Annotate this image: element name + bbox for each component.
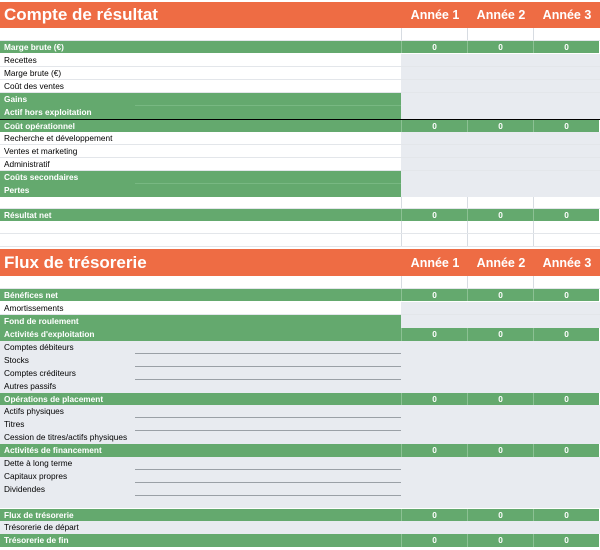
blank-input-row[interactable] [0, 496, 600, 508]
row-label: Marge brute (€) [4, 68, 62, 78]
value-cell[interactable]: 0 [533, 534, 599, 547]
table-row[interactable] [0, 67, 600, 80]
row-label: Administratif [4, 159, 50, 169]
year-3-header: Année 3 [542, 255, 592, 270]
row-label: Fond de roulement [4, 316, 79, 326]
cash-flow-total-row[interactable] [0, 509, 600, 521]
row-label: Recettes [4, 55, 37, 65]
row-label: Trésorerie de fin [0, 534, 401, 547]
spacer-row [0, 276, 600, 289]
row-label: Coût des ventes [4, 81, 64, 91]
year-3-header: Année 3 [542, 8, 592, 22]
value-cell[interactable]: 0 [467, 393, 533, 405]
row-label: Flux de trésorerie [0, 509, 401, 521]
spacer-row [0, 197, 600, 209]
value-cell[interactable]: 0 [467, 444, 533, 457]
row-label: Opérations de placement [0, 393, 401, 405]
gains-strip[interactable] [0, 93, 401, 119]
row-label: Dette à long terme [0, 457, 401, 470]
value-cell[interactable]: 0 [401, 41, 467, 53]
value-cell[interactable]: 0 [401, 534, 467, 547]
table-row[interactable] [0, 80, 600, 93]
net-profit-row[interactable] [0, 289, 600, 301]
value-cell[interactable]: 0 [467, 289, 533, 301]
secondary-costs-strip[interactable] [0, 171, 401, 197]
value-cell[interactable]: 0 [533, 41, 599, 53]
spacer-row [0, 234, 600, 247]
row-label: Autres passifs [0, 380, 401, 393]
row-label: Comptes créditeurs [0, 367, 401, 380]
row-label: Capitaux propres [0, 470, 401, 483]
row-label: Amortissements [4, 303, 64, 313]
year-1-header: Année 1 [410, 255, 460, 270]
row-label: Stocks [0, 354, 401, 367]
row-label: Actifs physiques [0, 405, 401, 418]
row-label: Coût opérationnel [0, 120, 401, 132]
spacer-row [0, 221, 600, 234]
value-cell[interactable]: 0 [467, 120, 533, 132]
row-label: Actif hors exploitation [4, 107, 92, 117]
value-cell[interactable]: 0 [533, 328, 599, 341]
row-label: Marge brute (€) [0, 41, 401, 53]
value-cell[interactable]: 0 [533, 209, 599, 221]
value-cell[interactable]: 0 [467, 41, 533, 53]
cash-flow-header [0, 249, 600, 276]
net-income-row[interactable] [0, 209, 600, 221]
row-label: Activités d'exploitation [0, 328, 401, 341]
financing-activities-row[interactable] [0, 444, 600, 457]
value-cell[interactable]: 0 [467, 328, 533, 341]
table-row[interactable] [0, 158, 600, 171]
row-label: Coûts secondaires [4, 172, 79, 182]
value-cell[interactable]: 0 [533, 289, 599, 301]
row-label: Résultat net [0, 209, 401, 221]
value-cell[interactable]: 0 [467, 509, 533, 521]
row-label: Pertes [4, 185, 30, 195]
row-label: Trésorerie de départ [0, 521, 401, 534]
year-2-header: Année 2 [476, 8, 526, 22]
value-cell[interactable]: 0 [401, 509, 467, 521]
year-2-header: Année 2 [476, 255, 526, 270]
operating-activities-row[interactable] [0, 328, 600, 341]
value-cell[interactable]: 0 [401, 289, 467, 301]
table-row[interactable] [0, 145, 600, 158]
row-label: Dividendes [0, 483, 401, 496]
value-cell[interactable]: 0 [467, 209, 533, 221]
table-row[interactable] [0, 521, 600, 534]
value-cell[interactable]: 0 [401, 444, 467, 457]
value-cell[interactable]: 0 [533, 509, 599, 521]
row-label: Recherche et développement [4, 133, 113, 143]
row-label: Ventes et marketing [4, 146, 78, 156]
value-cell[interactable]: 0 [401, 209, 467, 221]
row-label: Gains [4, 94, 28, 104]
value-cell[interactable]: 0 [533, 120, 599, 132]
row-label: Bénéfices net [0, 289, 401, 301]
gross-margin-total-row[interactable] [0, 41, 600, 53]
ending-cash-row[interactable] [0, 534, 600, 547]
value-cell[interactable]: 0 [467, 534, 533, 547]
row-label: Comptes débiteurs [0, 341, 401, 354]
table-row[interactable] [0, 54, 600, 67]
table-row[interactable] [0, 302, 600, 315]
working-capital-strip[interactable] [0, 315, 401, 328]
value-cell[interactable]: 0 [401, 328, 467, 341]
table-row[interactable] [0, 132, 600, 145]
operating-cost-total-row[interactable] [0, 119, 600, 132]
row-label: Activités de financement [0, 444, 401, 457]
row-label: Titres [0, 418, 401, 431]
investing-activities-row[interactable] [0, 393, 600, 405]
table-row[interactable] [0, 380, 600, 393]
income-statement-header [0, 2, 600, 28]
row-label: Cession de titres/actifs physiques [0, 431, 401, 444]
value-cell[interactable]: 0 [401, 393, 467, 405]
table-row[interactable] [0, 431, 600, 444]
value-cell[interactable]: 0 [533, 444, 599, 457]
value-cell[interactable]: 0 [401, 120, 467, 132]
income-statement-title: Compte de résultat [4, 5, 158, 24]
spacer-row [0, 28, 600, 41]
cash-flow-title: Flux de trésorerie [4, 252, 147, 272]
year-1-header: Année 1 [410, 8, 460, 22]
value-cell[interactable]: 0 [533, 393, 599, 405]
